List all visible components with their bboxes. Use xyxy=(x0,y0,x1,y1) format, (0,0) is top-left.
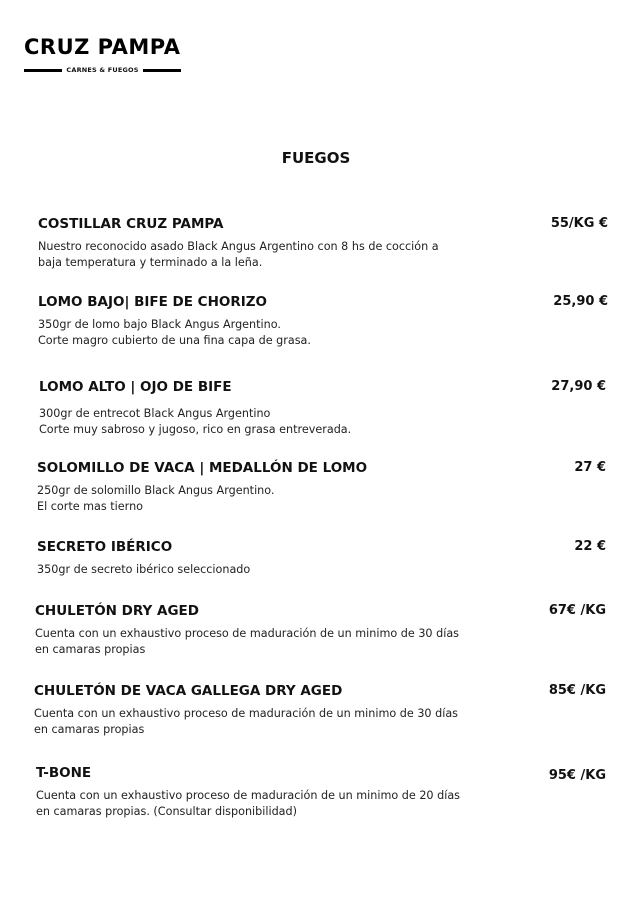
brand-tagline-row xyxy=(24,66,181,74)
menu-item xyxy=(37,539,606,578)
item-price: 25,90 € xyxy=(553,294,608,309)
item-description-line: Cuenta con un exhaustivo proceso de maduración de un minimo de 30 días xyxy=(35,627,460,640)
item-price: 22 € xyxy=(574,539,606,554)
item-description xyxy=(34,706,606,738)
item-name: T-BONE xyxy=(36,765,92,781)
item-description xyxy=(35,626,606,658)
brand-logo xyxy=(24,34,184,74)
item-name: LOMO BAJO| BIFE DE CHORIZO xyxy=(38,294,268,310)
item-price: 67€ /KG xyxy=(548,603,606,618)
item-name: SOLOMILLO DE VACA | MEDALLÓN DE LOMO xyxy=(37,460,368,476)
item-price: 27 € xyxy=(574,460,606,475)
menu-item xyxy=(38,294,608,349)
item-description-line: en camaras propias. (Consultar disponibilidad) xyxy=(36,805,298,818)
menu-item xyxy=(37,460,606,515)
menu-item xyxy=(35,603,606,658)
item-description xyxy=(36,788,606,820)
item-price: 95€ /KG xyxy=(548,768,606,783)
item-name: CHULETÓN DRY AGED xyxy=(35,603,199,619)
brand-tagline: CARNES & FUEGOS xyxy=(66,66,139,74)
menu-item xyxy=(34,683,606,738)
section-title: FUEGOS xyxy=(281,149,351,167)
item-description xyxy=(38,317,608,349)
divider-right xyxy=(143,69,181,72)
item-description-line: Cuenta con un exhaustivo proceso de maduración de un minimo de 20 días xyxy=(36,789,461,802)
item-description-line: 350gr de secreto ibérico seleccionado xyxy=(37,563,251,576)
divider-left xyxy=(24,69,62,72)
menu-item xyxy=(38,216,608,271)
menu-item xyxy=(39,379,606,438)
item-name: SECRETO IBÉRICO xyxy=(37,539,173,555)
item-name: COSTILLAR CRUZ PAMPA xyxy=(38,216,224,232)
item-price: 85€ /KG xyxy=(548,683,606,698)
item-description-line: Cuenta con un exhaustivo proceso de maduración de un minimo de 30 días xyxy=(34,707,459,720)
item-description xyxy=(39,406,606,438)
menu-item xyxy=(36,765,606,820)
item-name: LOMO ALTO | OJO DE BIFE xyxy=(39,379,232,395)
item-description xyxy=(38,239,608,271)
item-description-line: Nuestro reconocido asado Black Angus Argentino con 8 hs de cocción a xyxy=(38,240,439,253)
item-description-line: 250gr de solomillo Black Angus Argentino. xyxy=(37,484,275,497)
item-description-line: en camaras propias xyxy=(34,723,145,736)
item-name: CHULETÓN DE VACA GALLEGA DRY AGED xyxy=(34,683,343,699)
item-description xyxy=(37,562,606,578)
brand-name: CRUZ PAMPA xyxy=(24,35,181,59)
item-price: 55/KG € xyxy=(550,216,608,231)
item-description xyxy=(37,483,606,515)
item-description-line: Corte muy sabroso y jugoso, rico en grasa entreverada. xyxy=(39,423,352,436)
item-description-line: Corte magro cubierto de una fina capa de grasa. xyxy=(38,334,311,347)
item-description-line: 350gr de lomo bajo Black Angus Argentino. xyxy=(38,318,281,331)
item-price: 27,90 € xyxy=(551,379,606,394)
item-description-line: El corte mas tierno xyxy=(37,500,144,513)
item-description-line: 300gr de entrecot Black Angus Argentino xyxy=(39,407,271,420)
item-description-line: en camaras propias xyxy=(35,643,146,656)
item-description-line: baja temperatura y terminado a la leña. xyxy=(38,256,263,269)
